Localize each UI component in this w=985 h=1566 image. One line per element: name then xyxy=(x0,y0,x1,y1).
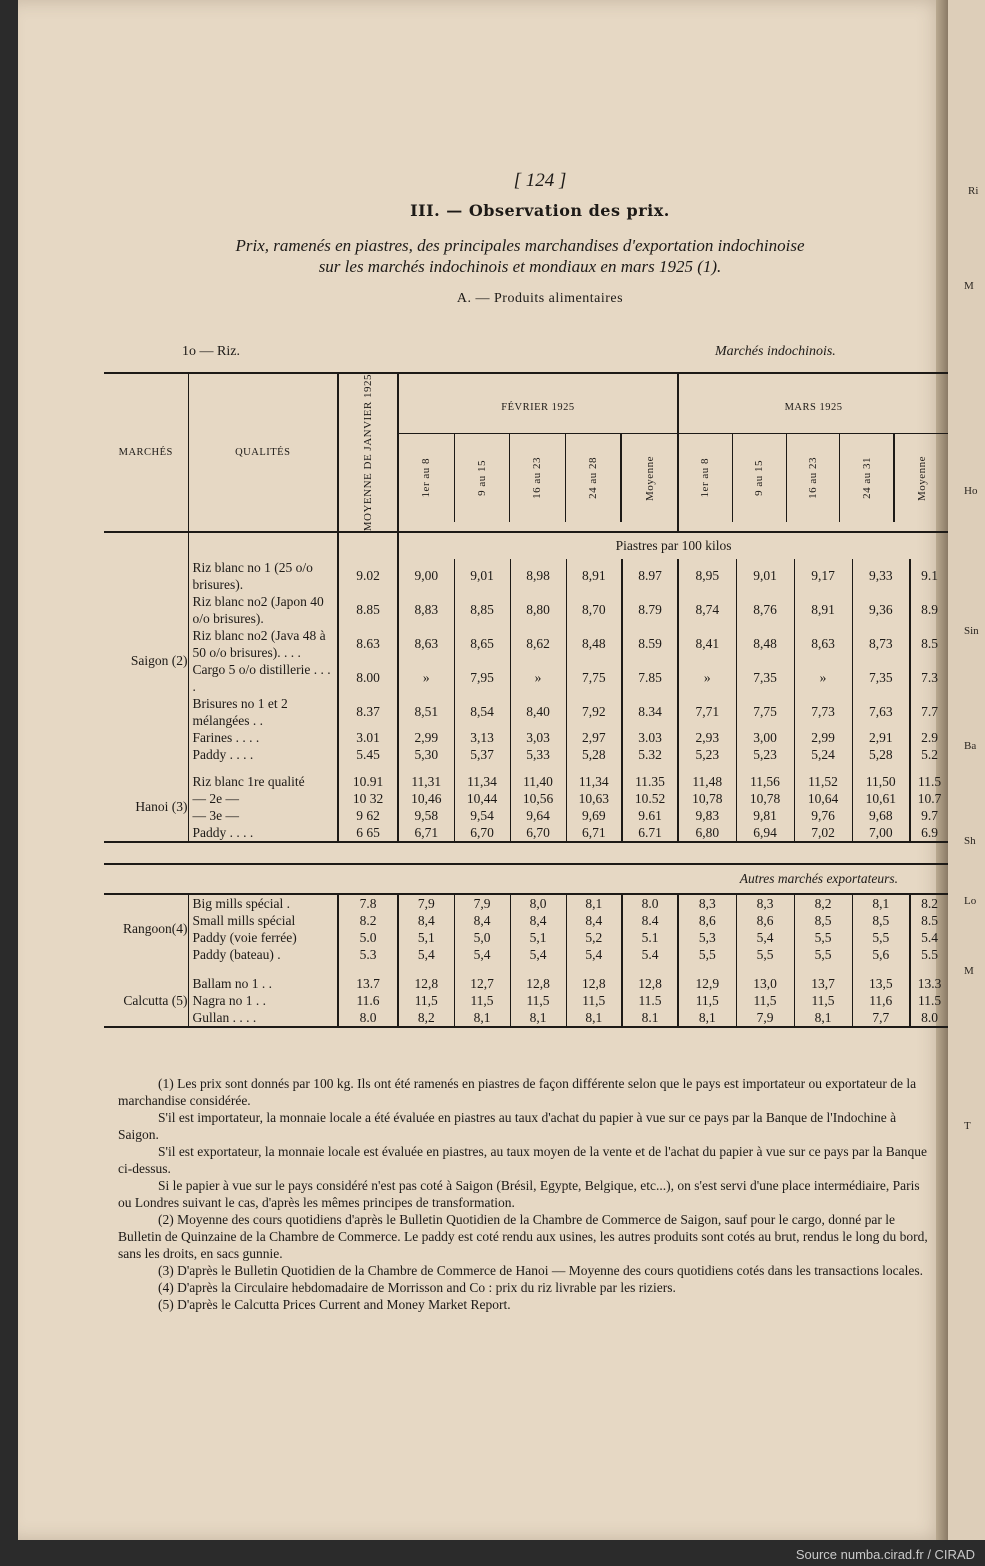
price-cell: 8,2 xyxy=(794,894,852,912)
price-cell: 5,33 xyxy=(510,746,566,763)
quality-label: Paddy (bateau) . xyxy=(188,946,338,963)
price-cell: 11,5 xyxy=(510,992,566,1009)
price-cell: 7.8 xyxy=(338,894,398,912)
price-cell: 8.4 xyxy=(622,912,678,929)
price-cell: 9,81 xyxy=(736,807,794,824)
price-cell: 10,78 xyxy=(736,790,794,807)
table-row xyxy=(104,975,948,992)
price-cell: 8,98 xyxy=(510,559,566,593)
price-cell: 8,63 xyxy=(794,627,852,661)
price-cell: 7,35 xyxy=(736,661,794,695)
price-cell: 6,71 xyxy=(566,824,622,842)
price-cell: 3.03 xyxy=(622,729,678,746)
price-cell: 7,02 xyxy=(794,824,852,842)
price-cell: 9,83 xyxy=(678,807,736,824)
table-row xyxy=(104,661,948,695)
price-cell: 3,03 xyxy=(510,729,566,746)
price-cell: 10.91 xyxy=(338,773,398,790)
price-cell: 8,91 xyxy=(794,593,852,627)
price-cell: 5,23 xyxy=(678,746,736,763)
price-cell: 3.01 xyxy=(338,729,398,746)
price-cell: 8,1 xyxy=(852,894,910,912)
price-cell: 2,99 xyxy=(794,729,852,746)
price-cell: 8,5 xyxy=(794,912,852,929)
price-cell: 8.00 xyxy=(338,661,398,695)
price-cell: 9,01 xyxy=(454,559,510,593)
price-cell: 5,24 xyxy=(794,746,852,763)
table-subtitle: Prix, ramenés en piastres, des principales marchandises d'exportation indochinoise sur les marchés indochinois et mondiaux en mars 1925 (1). xyxy=(235,236,805,276)
price-cell: 8.0 xyxy=(622,894,678,912)
price-cell: 8,62 xyxy=(510,627,566,661)
price-cell: 8,70 xyxy=(566,593,622,627)
price-cell: 7,95 xyxy=(454,661,510,695)
price-cell: 8.34 xyxy=(622,695,678,729)
price-cell: 11,6 xyxy=(852,992,910,1009)
market-name: Hanoi (3) xyxy=(135,799,188,815)
price-cell: 6,71 xyxy=(398,824,454,842)
price-cell: 11,56 xyxy=(736,773,794,790)
price-cell: 5,6 xyxy=(852,946,910,963)
spacer-row xyxy=(104,763,948,773)
price-cell: 8.2 xyxy=(338,912,398,929)
price-cell: 8,91 xyxy=(566,559,622,593)
price-cell: 11,5 xyxy=(794,992,852,1009)
price-cell: 8,4 xyxy=(454,912,510,929)
price-cell: 6,70 xyxy=(454,824,510,842)
footnote-0: (1) Les prix sont donnés par 100 kg. Ils ont été ramenés en piastres de façon différente selon que le pays est importateur ou exportateur de la marchandise considérée. xyxy=(118,1076,917,1108)
price-cell: 11,5 xyxy=(566,992,622,1009)
footnote-4: (2) Moyenne des cours quotidiens d'après le Bulletin Quotidien de la Chambre de Commerce de Saigon, sauf pour le cargo, donné par le Bulletin de Quinzaine de la Chambre de Commerce. Le paddy est coté rendu aux usines, les autres produits sont cotés au brut, rendus le long du bord, sans les droits, en sacs gunnie. xyxy=(118,1212,928,1261)
adjacent-page-fragment: Ri xyxy=(968,185,979,197)
price-cell: 13,0 xyxy=(736,975,794,992)
header-qualites: QUALITÉS xyxy=(188,373,338,532)
price-cell: 12,8 xyxy=(398,975,454,992)
price-cell: 8,3 xyxy=(736,894,794,912)
price-cell: 11.5 xyxy=(910,992,948,1009)
price-cell: 3,13 xyxy=(454,729,510,746)
price-cell: 8,54 xyxy=(454,695,510,729)
table-row xyxy=(104,946,948,963)
price-cell: 6,94 xyxy=(736,824,794,842)
price-cell: 11.35 xyxy=(622,773,678,790)
price-cell: 8.97 xyxy=(622,559,678,593)
price-cell: 8,40 xyxy=(510,695,566,729)
price-table xyxy=(104,372,948,1032)
adjacent-page-fragment: Lo xyxy=(964,895,977,907)
footnotes xyxy=(118,1075,933,1313)
price-cell: 9,54 xyxy=(454,807,510,824)
price-cell: 11,48 xyxy=(678,773,736,790)
price-cell: 9,68 xyxy=(852,807,910,824)
adjacent-page-fragment: Sh xyxy=(964,835,976,847)
spacer-row xyxy=(104,842,948,864)
adjacent-page-fragment: Ba xyxy=(964,740,977,752)
adjacent-page-fragment: Sin xyxy=(964,625,979,637)
price-cell: 11,34 xyxy=(566,773,622,790)
price-cell: 5,1 xyxy=(398,929,454,946)
price-cell: 12,8 xyxy=(510,975,566,992)
price-cell: 8,5 xyxy=(852,912,910,929)
price-cell: 11,50 xyxy=(852,773,910,790)
quality-label: Paddy . . . . xyxy=(188,746,338,763)
quality-label: — 2e — xyxy=(188,790,338,807)
quality-label: Brisures no 1 et 2 mélangées . . xyxy=(188,695,338,729)
price-cell: 11,5 xyxy=(398,992,454,1009)
market-name: Rangoon(4) xyxy=(123,921,188,937)
quality-label: Cargo 5 o/o distillerie . . . . xyxy=(188,661,338,695)
price-cell: 11,5 xyxy=(736,992,794,1009)
price-cell: 8,4 xyxy=(398,912,454,929)
price-cell: 13.3 xyxy=(910,975,948,992)
price-cell: 5,4 xyxy=(454,946,510,963)
feb-col-1: 9 au 15 xyxy=(454,434,510,522)
price-cell: 5,5 xyxy=(794,946,852,963)
price-cell: 10 32 xyxy=(338,790,398,807)
price-cell: 8.2 xyxy=(910,894,948,912)
price-cell: 5.2 xyxy=(910,746,948,763)
source-credit: Source numba.cirad.fr / CIRAD xyxy=(795,1547,975,1562)
price-cell: 7,9 xyxy=(398,894,454,912)
price-cell: 5,28 xyxy=(566,746,622,763)
price-cell: 8,80 xyxy=(510,593,566,627)
price-cell: 6.9 xyxy=(910,824,948,842)
price-cell: 9,33 xyxy=(852,559,910,593)
price-cell: 9,69 xyxy=(566,807,622,824)
price-cell: 13,5 xyxy=(852,975,910,992)
table-header xyxy=(104,373,948,532)
unit-label: Piastres par 100 kilos xyxy=(398,532,948,559)
price-cell: 5,23 xyxy=(736,746,794,763)
price-cell: 8,6 xyxy=(678,912,736,929)
price-cell: 2,97 xyxy=(566,729,622,746)
table-row xyxy=(104,790,948,807)
price-cell: 5.3 xyxy=(338,946,398,963)
price-cell: 6,80 xyxy=(678,824,736,842)
table-row xyxy=(104,729,948,746)
price-cell: 7,7 xyxy=(852,1009,910,1027)
price-cell: 2,99 xyxy=(398,729,454,746)
subsection-title: A. — Produits alimentaires xyxy=(456,291,624,306)
price-cell: 5,4 xyxy=(510,946,566,963)
quality-label: Paddy . . . . xyxy=(188,824,338,842)
price-cell: 5,30 xyxy=(398,746,454,763)
price-cell: 8,1 xyxy=(454,1009,510,1027)
adjacent-page-fragment: M xyxy=(964,280,974,292)
price-cell: 5,37 xyxy=(454,746,510,763)
price-cell: 11,52 xyxy=(794,773,852,790)
price-cell: 10,46 xyxy=(398,790,454,807)
price-cell: » xyxy=(510,661,566,695)
price-cell: 8,73 xyxy=(852,627,910,661)
price-cell: 9.02 xyxy=(338,559,398,593)
quality-label: Gullan . . . . xyxy=(188,1009,338,1027)
mar-col-3: 24 au 31 xyxy=(839,434,893,522)
price-cell: 5.1 xyxy=(622,929,678,946)
price-cell: 12,8 xyxy=(622,975,678,992)
price-cell: 9,01 xyxy=(736,559,794,593)
price-cell: 8,95 xyxy=(678,559,736,593)
price-cell: 8.79 xyxy=(622,593,678,627)
price-cell: 10,64 xyxy=(794,790,852,807)
adjacent-page-fragment: M xyxy=(964,965,974,977)
price-cell: 6.71 xyxy=(622,824,678,842)
price-cell: 9,36 xyxy=(852,593,910,627)
quality-label: Paddy (voie ferrée) xyxy=(188,929,338,946)
price-cell: 7.3 xyxy=(910,661,948,695)
price-cell: 7,92 xyxy=(566,695,622,729)
price-cell: 8.9 xyxy=(910,593,948,627)
price-cell: 10,61 xyxy=(852,790,910,807)
feb-col-0: 1er au 8 xyxy=(420,458,433,498)
price-cell: 8,3 xyxy=(678,894,736,912)
quality-label: — 3e — xyxy=(188,807,338,824)
price-cell: 10,63 xyxy=(566,790,622,807)
price-cell: 8,83 xyxy=(398,593,454,627)
price-cell: 7,9 xyxy=(736,1009,794,1027)
mar-col-0: 1er au 8 xyxy=(699,458,712,498)
market-name: Calcutta (5) xyxy=(123,992,188,1008)
footnote-1: S'il est importateur, la monnaie locale a été évaluée en piastres au taux d'achat du papier à vue sur ce pays par la Banque de l'Indochine à Saigon. xyxy=(118,1110,897,1142)
market-name: Saigon (2) xyxy=(130,653,188,669)
price-cell: 8,1 xyxy=(794,1009,852,1027)
price-cell: 7,35 xyxy=(852,661,910,695)
quality-label: Riz blanc no2 (Japon 40 o/o brisures). xyxy=(188,593,338,627)
price-cell: » xyxy=(678,661,736,695)
price-cell: 8,1 xyxy=(566,1009,622,1027)
header-moyenne-janvier: MOYENNE DE JANVIER 1925 xyxy=(338,373,398,532)
price-cell: 9,00 xyxy=(398,559,454,593)
price-cell: 8,1 xyxy=(510,1009,566,1027)
price-cell: 5,4 xyxy=(398,946,454,963)
price-cell: 5,0 xyxy=(454,929,510,946)
quality-label: Riz blanc no 1 (25 o/o brisures). xyxy=(188,559,338,593)
price-cell: 9,58 xyxy=(398,807,454,824)
table-row xyxy=(104,746,948,763)
footnote-7: (5) D'après le Calcutta Prices Current and Money Market Report. xyxy=(158,1297,511,1312)
price-cell: 12,8 xyxy=(566,975,622,992)
price-cell: 5,1 xyxy=(510,929,566,946)
price-cell: 11,31 xyxy=(398,773,454,790)
table-row xyxy=(104,894,948,912)
price-cell: 2,93 xyxy=(678,729,736,746)
price-cell: 11,5 xyxy=(678,992,736,1009)
price-cell: 7,9 xyxy=(454,894,510,912)
price-cell: 11,40 xyxy=(510,773,566,790)
price-cell: 13.7 xyxy=(338,975,398,992)
commodity-heading: 1o — Riz. xyxy=(182,344,240,359)
mar-col-1: 9 au 15 xyxy=(732,434,786,522)
price-cell: 13,7 xyxy=(794,975,852,992)
price-cell: 8,65 xyxy=(454,627,510,661)
table-end-rule xyxy=(104,1027,948,1032)
price-cell: 12,9 xyxy=(678,975,736,992)
price-cell: 8.0 xyxy=(338,1009,398,1027)
price-cell: 8.37 xyxy=(338,695,398,729)
price-cell: 5,5 xyxy=(736,946,794,963)
price-cell: 5.4 xyxy=(910,929,948,946)
price-cell: 7.7 xyxy=(910,695,948,729)
price-cell: 8,1 xyxy=(678,1009,736,1027)
quality-label: Nagra no 1 . . xyxy=(188,992,338,1009)
quality-label: Big mills spécial . xyxy=(188,894,338,912)
price-cell: 5,5 xyxy=(852,929,910,946)
footnote-3: Si le papier à vue sur le pays considéré n'est pas coté à Saigon (Brésil, Egypte, Belgique, etc...), on s'est servi d'une place intermédiaire, Paris ou Londres suivant le cas, d'après les mêmes principes de transformation. xyxy=(118,1178,920,1210)
price-cell: 7,00 xyxy=(852,824,910,842)
mar-col-2: 16 au 23 xyxy=(786,434,840,522)
price-cell: 5.4 xyxy=(622,946,678,963)
price-cell: 10.52 xyxy=(622,790,678,807)
price-cell: 9,76 xyxy=(794,807,852,824)
price-cell: 8.59 xyxy=(622,627,678,661)
table-row xyxy=(104,593,948,627)
price-cell: 9,17 xyxy=(794,559,852,593)
price-cell: 5,28 xyxy=(852,746,910,763)
price-cell: 5,4 xyxy=(566,946,622,963)
price-cell: 5.0 xyxy=(338,929,398,946)
price-cell: 5.32 xyxy=(622,746,678,763)
unit-row xyxy=(104,532,948,559)
quality-label: Small mills spécial xyxy=(188,912,338,929)
price-cell: 8,6 xyxy=(736,912,794,929)
adjacent-page-fragment: Ho xyxy=(964,485,978,497)
price-cell: 11.6 xyxy=(338,992,398,1009)
price-cell: 7,75 xyxy=(736,695,794,729)
price-cell: 5.45 xyxy=(338,746,398,763)
other-markets-label: Autres marchés exportateurs. xyxy=(104,864,948,894)
table-row xyxy=(104,929,948,946)
table-row xyxy=(104,773,948,790)
price-cell: 8,41 xyxy=(678,627,736,661)
price-cell: 11.5 xyxy=(622,992,678,1009)
price-cell: 7,73 xyxy=(794,695,852,729)
header-marches: MARCHÉS xyxy=(104,373,188,532)
price-cell: 8,0 xyxy=(510,894,566,912)
price-cell: 6 65 xyxy=(338,824,398,842)
price-cell: 11,34 xyxy=(454,773,510,790)
price-cell: 9 62 xyxy=(338,807,398,824)
spacer-row xyxy=(104,963,948,975)
price-cell: 8,1 xyxy=(566,894,622,912)
price-cell: 8,4 xyxy=(510,912,566,929)
price-cell: 2.9 xyxy=(910,729,948,746)
table-row xyxy=(104,695,948,729)
price-cell: 8.0 xyxy=(910,1009,948,1027)
section-title: III. — Observation des prix. xyxy=(410,201,670,220)
quality-label: Riz blanc no2 (Java 48 à 50 o/o brisures). . . . xyxy=(188,627,338,661)
price-cell: 9.61 xyxy=(622,807,678,824)
price-cell: 8,51 xyxy=(398,695,454,729)
price-cell: 5.5 xyxy=(910,946,948,963)
price-cell: 8.1 xyxy=(622,1009,678,1027)
price-cell: 7.85 xyxy=(622,661,678,695)
price-cell: 2,91 xyxy=(852,729,910,746)
price-cell: 5,2 xyxy=(566,929,622,946)
table-row xyxy=(104,807,948,824)
quality-label: Farines . . . . xyxy=(188,729,338,746)
price-cell: 7,71 xyxy=(678,695,736,729)
other-markets-row xyxy=(104,864,948,894)
feb-col-4: Moyenne xyxy=(620,434,677,522)
adjacent-page xyxy=(948,0,985,1540)
table-row xyxy=(104,559,948,593)
price-cell: 8,63 xyxy=(398,627,454,661)
table-row xyxy=(104,992,948,1009)
price-cell: 8,2 xyxy=(398,1009,454,1027)
quality-label: Riz blanc 1re qualité xyxy=(188,773,338,790)
price-cell: 10,78 xyxy=(678,790,736,807)
price-cell: 8.5 xyxy=(910,912,948,929)
price-cell: 6,70 xyxy=(510,824,566,842)
price-cell: 8.85 xyxy=(338,593,398,627)
price-cell: 5,3 xyxy=(678,929,736,946)
page-number: [ 124 ] xyxy=(513,170,567,191)
price-cell: » xyxy=(794,661,852,695)
quality-label: Ballam no 1 . . xyxy=(188,975,338,992)
price-cell: 9,64 xyxy=(510,807,566,824)
feb-col-2: 16 au 23 xyxy=(509,434,565,522)
price-cell: 5,5 xyxy=(678,946,736,963)
table-row xyxy=(104,912,948,929)
price-cell: 12,7 xyxy=(454,975,510,992)
price-cell: 11.5 xyxy=(910,773,948,790)
table-row xyxy=(104,1009,948,1027)
footnote-5: (3) D'après le Bulletin Quotidien de la Chambre de Commerce de Hanoi — Moyenne des cours quotidiens cotés dans les transactions locales. xyxy=(158,1263,923,1278)
table-row xyxy=(104,824,948,842)
price-cell: 3,00 xyxy=(736,729,794,746)
price-cell: 8,4 xyxy=(566,912,622,929)
price-cell: 8,48 xyxy=(736,627,794,661)
price-cell: 8,76 xyxy=(736,593,794,627)
markets-heading: Marchés indochinois. xyxy=(715,344,836,359)
price-cell: 5,4 xyxy=(736,929,794,946)
price-cell: 8.5 xyxy=(910,627,948,661)
mar-col-4: Moyenne xyxy=(893,434,948,522)
feb-col-3: 24 au 28 xyxy=(565,434,621,522)
header-mars: MARS 1925 1er au 8 9 au 15 16 au 23 24 au 31 Moyenne xyxy=(678,373,948,532)
price-cell: 10.7 xyxy=(910,790,948,807)
price-cell: 7,63 xyxy=(852,695,910,729)
footnote-2: S'il est exportateur, la monnaie locale est évaluée en piastres, au taux moyen de la vente et de l'achat du papier à vue sur ce pays par la Banque ci-dessus. xyxy=(118,1144,928,1176)
price-cell: 10,44 xyxy=(454,790,510,807)
price-cell: 9.7 xyxy=(910,807,948,824)
header-fevrier: FÉVRIER 1925 1er au 8 9 au 15 16 au 23 24 au 28 Moyenne xyxy=(398,373,678,532)
price-cell: » xyxy=(398,661,454,695)
table-row xyxy=(104,627,948,661)
footnote-6: (4) D'après la Circulaire hebdomadaire de Morrisson and Co : prix du riz livrable par les riziers. xyxy=(158,1280,676,1295)
price-cell: 8,85 xyxy=(454,593,510,627)
price-cell: 8,74 xyxy=(678,593,736,627)
adjacent-page-fragment: T xyxy=(964,1120,971,1132)
price-cell: 8,48 xyxy=(566,627,622,661)
price-cell: 5,5 xyxy=(794,929,852,946)
price-cell: 7,75 xyxy=(566,661,622,695)
price-cell: 9.1 xyxy=(910,559,948,593)
price-cell: 8.63 xyxy=(338,627,398,661)
price-cell: 11,5 xyxy=(454,992,510,1009)
price-cell: 10,56 xyxy=(510,790,566,807)
